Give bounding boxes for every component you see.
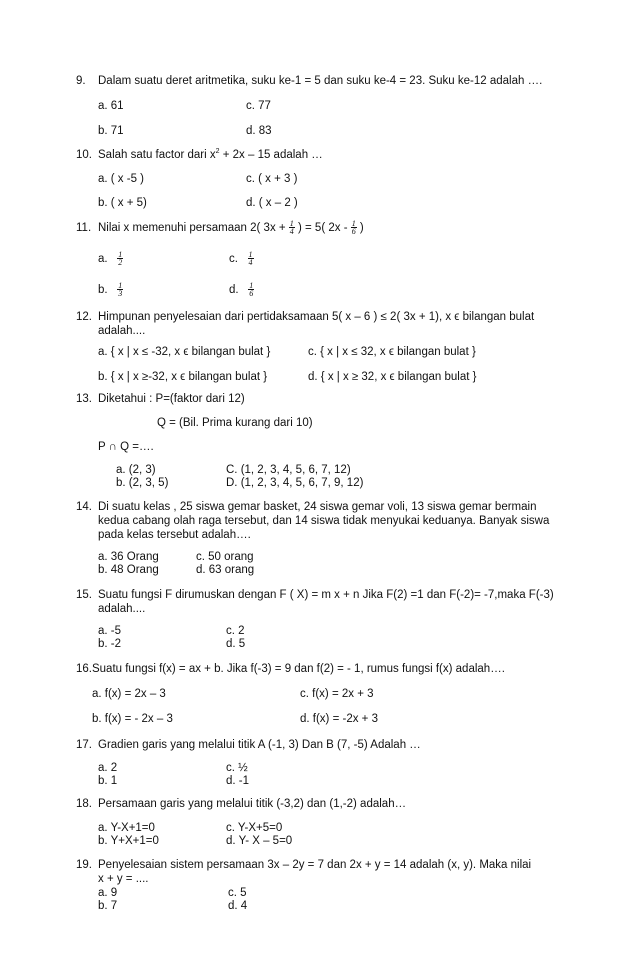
q11-option-d-letter: d. [229, 284, 239, 296]
q19-number: 19. [76, 859, 92, 871]
q11-option-d-num: 1 [249, 281, 254, 291]
q11-option-b-num: 1 [118, 281, 123, 291]
q17-option-a: a. 2 [98, 762, 118, 774]
q13-option-b: b. (2, 3, 5) [116, 477, 169, 489]
q12-text-line1: Himpunan penyelesaian dari pertidaksamaan 5( x – 6 ) ≤ 2( 3x + 1), x ϵ bilangan bulat [98, 311, 535, 323]
q12-option-a: a. { x | x ≤ -32, x ϵ bilangan bulat } [98, 346, 271, 358]
q11-fraction-2-den: 6 [351, 227, 356, 237]
q16-option-b: b. f(x) = - 2x – 3 [92, 713, 173, 725]
q15-text-line1: Suatu fungsi F dirumuskan dengan F ( X) = m x + n Jika F(2) =1 dan F(-2)= -7,maka F(-3) [98, 589, 554, 601]
q12-number: 12. [76, 311, 92, 323]
q11-option-b-den: 3 [118, 289, 123, 299]
q11-fraction-1-num: 1 [289, 219, 294, 229]
q10-exponent: 2 [215, 148, 220, 156]
q11-fraction-1-den: 4 [289, 227, 294, 237]
q16-text: 16.Suatu fungsi f(x) = ax + b. Jika f(-3) = 9 dan f(2) = - 1, rumus fungsi f(x) adalah…. [76, 663, 505, 675]
q11-option-c-letter: c. [229, 253, 238, 265]
q9-option-c: c. 77 [246, 100, 271, 112]
q18-option-d: d. Y- X – 5=0 [226, 835, 293, 847]
q16-option-c: c. f(x) = 2x + 3 [300, 688, 374, 700]
q10-text-post: + 2x – 15 adalah … [219, 149, 323, 161]
q11-option-b-fraction [117, 282, 123, 297]
q19-text-line2: x + y = .... [98, 873, 149, 885]
q15-text-line2: adalah.... [98, 603, 146, 615]
q13-option-a: a. (2, 3) [116, 464, 156, 476]
q11-option-a-letter: a. [98, 253, 108, 265]
q14-text-line2: kedua cabang olah raga tersebut, dan 14 siswa tidak menyukai keduanya. Banyak siswa [98, 515, 550, 527]
q11-option-a-fraction [117, 251, 123, 266]
q9-option-b: b. 71 [98, 125, 124, 137]
q13-text-line3: P ∩ Q =…. [98, 441, 154, 453]
q9-text: Dalam suatu deret aritmetika, suku ke-1 = 5 dan suku ke-4 = 23. Suku ke-12 adalah …. [98, 75, 543, 87]
q13-option-c: C. (1, 2, 3, 4, 5, 6, 7, 12) [226, 464, 351, 476]
q12-option-c: c. { x | x ≤ 32, x ϵ bilangan bulat } [308, 346, 476, 358]
q19-text-line1: Penyelesaian sistem persamaan 3x – 2y = 7 dan 2x + y = 14 adalah (x, y). Maka nilai [98, 859, 532, 871]
q10-option-a: a. ( x -5 ) [98, 173, 145, 185]
q9-number: 9. [76, 75, 86, 87]
q17-option-c: c. ½ [226, 762, 248, 774]
q10-text-pre: Salah satu factor dari x [98, 149, 216, 161]
q11-option-d [229, 281, 254, 299]
q15-option-b: b. -2 [98, 638, 122, 650]
q14-option-b: b. 48 Orang [98, 564, 159, 576]
q18-text: Persamaan garis yang melalui titik (-3,2) dan (1,-2) adalah… [98, 798, 407, 810]
q18-option-a: a. Y-X+1=0 [98, 822, 155, 834]
q11-text-part3: ) [356, 222, 364, 234]
q19-option-a: a. 9 [98, 887, 118, 899]
q9-option-d: d. 83 [246, 125, 272, 137]
q11-fraction-2-num: 1 [351, 219, 356, 229]
q15-option-c: c. 2 [226, 625, 245, 637]
q15-option-a: a. -5 [98, 625, 122, 637]
q11-number: 11. [76, 222, 92, 234]
q19-option-c: c. 5 [228, 887, 247, 899]
q11-text-part1: Nilai x memenuhi persamaan 2( 3x + [98, 222, 289, 234]
q11-option-c [229, 250, 254, 268]
q9-option-a: a. 61 [98, 100, 124, 112]
q10-option-c: c. ( x + 3 ) [246, 173, 298, 185]
q17-number: 17. [76, 739, 92, 751]
q13-option-d: D. (1, 2, 3, 4, 5, 6, 7, 9, 12) [226, 477, 364, 489]
q13-text-line1: Diketahui : P=(faktor dari 12) [98, 393, 245, 405]
q14-text-line3: pada kelas tersebut adalah…. [98, 529, 251, 541]
q14-option-a: a. 36 Orang [98, 551, 159, 563]
q15-number: 15. [76, 589, 92, 601]
q15-option-d: d. 5 [226, 638, 246, 650]
q11-text-part2: ) = 5( 2x - [294, 222, 351, 234]
q18-option-c: c. Y-X+5=0 [226, 822, 283, 834]
q16-option-a: a. f(x) = 2x – 3 [92, 688, 166, 700]
q14-number: 14. [76, 501, 92, 513]
q12-option-b: b. { x | x ≥-32, x ϵ bilangan bulat } [98, 371, 268, 383]
q11-option-b [98, 281, 123, 299]
q11-option-c-fraction [248, 251, 254, 266]
q10-option-d: d. ( x – 2 ) [246, 197, 298, 209]
q11-option-d-den: 6 [249, 289, 254, 299]
q10-number: 10. [76, 149, 92, 161]
q13-text-line2: Q = (Bil. Prima kurang dari 10) [157, 417, 313, 429]
q17-text: Gradien garis yang melalui titik A (-1, 3) Dan B (7, -5) Adalah … [98, 739, 421, 751]
q11-option-c-num: 1 [248, 250, 253, 260]
q12-option-d: d. { x | x ≥ 32, x ϵ bilangan bulat } [308, 371, 477, 383]
q11-option-a-num: 1 [118, 250, 123, 260]
q12-text-line2: adalah.... [98, 325, 146, 337]
q11-text [98, 219, 364, 237]
q11-option-b-letter: b. [98, 284, 108, 296]
q17-option-d: d. -1 [226, 775, 250, 787]
q13-number: 13. [76, 393, 92, 405]
q11-option-d-fraction [248, 282, 254, 297]
q19-option-d: d. 4 [228, 900, 248, 912]
q11-option-a-den: 2 [118, 258, 123, 268]
q16-option-d: d. f(x) = -2x + 3 [300, 713, 378, 725]
q10-option-b: b. ( x + 5) [98, 197, 147, 209]
q11-option-a [98, 250, 123, 268]
q14-option-c: c. 50 orang [196, 551, 254, 563]
q14-option-d: d. 63 orang [196, 564, 255, 576]
q18-option-b: b. Y+X+1=0 [98, 835, 159, 847]
q19-option-b: b. 7 [98, 900, 118, 912]
q18-number: 18. [76, 798, 92, 810]
q10-text [98, 148, 323, 162]
q17-option-b: b. 1 [98, 775, 118, 787]
q11-option-c-den: 4 [248, 258, 253, 268]
q14-text-line1: Di suatu kelas , 25 siswa gemar basket, 24 siswa gemar voli, 13 siswa gemar bermain [98, 501, 537, 513]
